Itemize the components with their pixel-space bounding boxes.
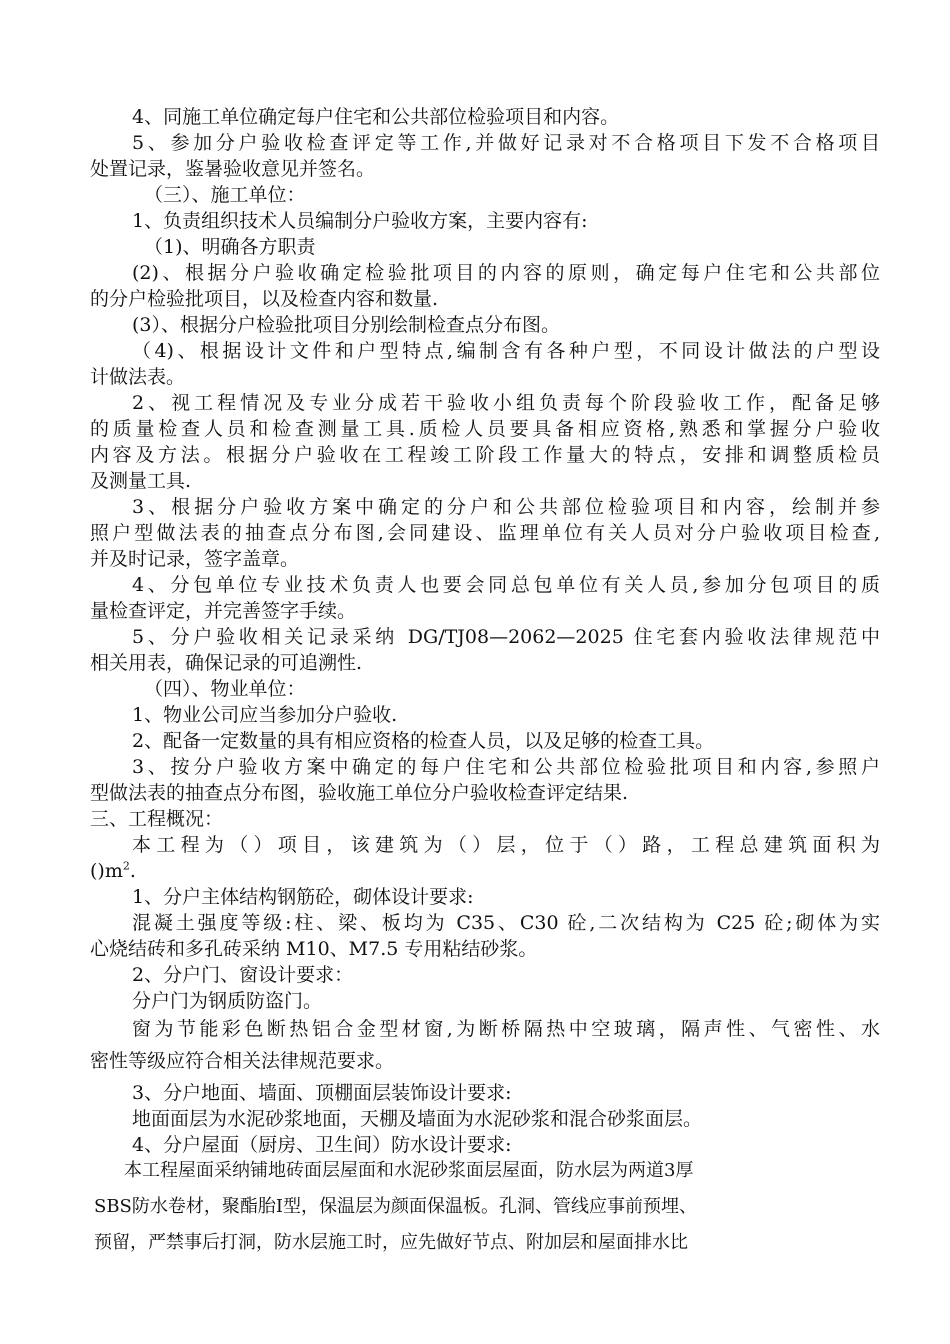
paragraph-line: 混凝土强度等级:柱、梁、板均为 C35、C30 砼,二次结构为 C25 砼;砌体为实 [132, 912, 880, 934]
paragraph-line: 及测量工具. [90, 470, 192, 492]
paragraph-line: 1、物业公司应当参加分户验收. [132, 704, 398, 726]
paragraph-line: 1、负责组织技术人员编制分户验收方案，主要内容有: [132, 210, 588, 232]
paragraph-line: 窗为节能彩色断热铝合金型材窗,为断桥隔热中空玻璃，隔声性、气密性、水 [132, 1018, 880, 1040]
paragraph-line: 2、配备一定数量的具有相应资格的检查人员，以及足够的检查工具。 [132, 730, 715, 752]
paragraph-line [90, 858, 880, 884]
paragraph-line: 4、分包单位专业技术负责人也要会同总包单位有关人员,参加分包项目的质 [132, 574, 880, 596]
section-heading: （四）、物业单位： [144, 678, 306, 700]
paragraph-line: 3、按分户验收方案中确定的每户住宅和公共部位检验批项目和内容,参照户 [132, 756, 880, 778]
paragraph-line: 4、同施工单位确定每户住宅和公共部位检验项目和内容。 [132, 106, 620, 128]
paragraph-line: 5、参加分户验收检查评定等工作,并做好记录对不合格项目下发不合格项目 [132, 132, 880, 154]
period: . [129, 860, 136, 882]
section-heading: （三）、施工单位： [144, 184, 306, 206]
paragraph-line: (2)、根据分户验收确定检验批项目的内容的原则，确定每户住宅和公共部位 [132, 262, 880, 284]
paragraph-line: (3）、根据分户检验批项目分别绘制检查点分布图。 [132, 314, 561, 336]
paragraph-line: （1)、明确各方职责 [144, 236, 316, 258]
paragraph-line: SBS防水卷材，聚酯胎I型，保温层为颜面保温板。孔洞、管线应事前预埋、 [94, 1196, 697, 1217]
paragraph-line: 的分户检验批项目，以及检查内容和数量. [90, 288, 439, 310]
paragraph-line: 5、分户验收相关记录采纳 DG/TJ08—2062—2025 住宅套内验收法律规范中 [132, 626, 880, 648]
superscript: 2 [122, 859, 130, 873]
paragraph-line: 量检查评定，并完善签字手续。 [90, 600, 357, 622]
paragraph-line: 处置记录，鉴暑验收意见并签名。 [90, 158, 376, 180]
paragraph-line: 2、视工程情况及专业分成若干验收小组负责每个阶段验收工作，配备足够 [132, 392, 880, 414]
area-unit: ()m [90, 860, 123, 882]
paragraph-line: （4)、根据设计文件和户型特点,编制含有各种户型，不同设计做法的户型设 [132, 340, 880, 362]
section-heading: 三、工程概况： [90, 808, 224, 830]
paragraph-line: 2、分户门、窗设计要求： [132, 964, 354, 986]
paragraph-line: 4、分户屋面（厨房、卫生间）防水设计要求: [132, 1134, 512, 1156]
paragraph-line: 密性等级应符合相关法律规范要求。 [90, 1050, 395, 1072]
paragraph-line: 1、分户主体结构钢筋砼，砌体设计要求: [132, 886, 474, 908]
paragraph-line: 相关用表，确保记录的可追溯性. [90, 652, 363, 674]
paragraph-line: 并及时记录，签字盖章。 [90, 548, 300, 570]
paragraph-line: 本工程为（）项目，该建筑为（）层，位于（）路，工程总建筑面积为 [132, 834, 880, 856]
paragraph-line: 计做法表。 [90, 366, 186, 388]
paragraph-line: 内容及方法。根据分户验收在工程竣工阶段工作量大的特点，安排和调整质检员 [90, 444, 880, 466]
paragraph-line: 的质量检查人员和检查测量工具.质检人员要具备相应资格,熟悉和掌握分户验收 [90, 418, 880, 440]
paragraph-line: 型做法表的抽查点分布图，验收施工单位分户验收检查评定结果. [90, 782, 629, 804]
paragraph-line: 分户门为钢质防盗门。 [132, 990, 323, 1012]
paragraph-line: 照户型做法表的抽查点分布图,会同建设、监理单位有关人员对分户验收项目检查, [90, 522, 880, 544]
paragraph-line: 3、根据分户验收方案中确定的分户和公共部位检验项目和内容，绘制并参 [132, 496, 880, 518]
paragraph-line: 心烧结砖和多孔砖采纳 M10、M7.5 专用粘结砂浆。 [90, 938, 538, 960]
paragraph-line: 地面面层为水泥砂浆地面，天棚及墙面为水泥砂浆和混合砂浆面层。 [132, 1108, 703, 1130]
paragraph-line: 预留，严禁事后打洞，防水层施工时，应先做好节点、附加层和屋面排水比 [94, 1232, 688, 1253]
paragraph-line: 3、分户地面、墙面、顶棚面层装饰设计要求: [132, 1082, 512, 1104]
paragraph-line: 本工程屋面采纳铺地砖面层屋面和水泥砂浆面层屋面，防水层为两道3厚 [124, 1160, 694, 1181]
